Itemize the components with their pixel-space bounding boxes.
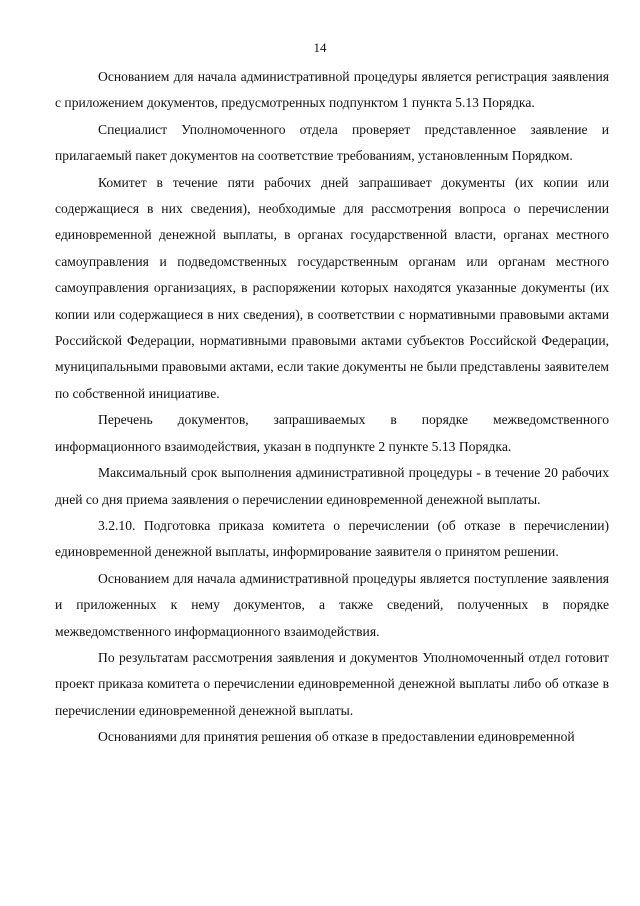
paragraph: Основанием для начала административной процедуры является регистрация заявления с приложением документов, предусмотренных подпунктом 1 пункта 5.13 Порядка. <box>55 69 609 111</box>
section-heading-paragraph: 3.2.10. Подготовка приказа комитета о перечислении (об отказе в перечислении) единовременной денежной выплаты, информирование заявителя о принятом решении. <box>55 517 609 560</box>
paragraph: Основанием для начала административной процедуры является поступление заявления и приложенных к нему документов, а также сведений, полученных в порядке межведомственного информационного взаимодействия. <box>55 570 609 639</box>
paragraph: Специалист Уполномоченного отдела проверяет представленное заявление и прилагаемый пакет документов на соответствие требованиям, установленным Порядком. <box>55 121 609 164</box>
paragraph-partial: Основаниями для принятия решения об отказе в предоставлении единовременной <box>98 729 575 745</box>
page-number: 14 <box>313 40 327 55</box>
paragraph: Перечень документов, запрашиваемых в порядке межведомственного информационного взаимодействия, указан в подпункте 2 пункте 5.13 Порядка. <box>55 412 609 454</box>
document-body <box>55 64 609 751</box>
paragraph: Комитет в течение пяти рабочих дней запрашивает документы (их копии или содержащиеся в них сведения), необходимые для рассмотрения вопроса о перечислении единовременной денежной выплаты, в органах государственной власти, органах местного самоуправления и подведомственных государственным органам или органам местного самоуправления организациях, в распоряжении которых находятся указанные документы (их копии или содержащиеся в них сведения), в соответствии с нормативными правовыми актами Российской Федерации, нормативными правовыми актами субъектов Российской Федерации, муниципальными правовыми актами, если такие документы не были представлены заявителем по собственной инициативе. <box>55 174 609 401</box>
paragraph: По результатам рассмотрения заявления и документов Уполномоченный отдел готовит проект приказа комитета о перечислении единовременной денежной выплаты либо об отказе в перечислении единовременной денежной выплаты. <box>55 649 609 718</box>
paragraph: Максимальный срок выполнения административной процедуры - в течение 20 рабочих дней со дня приема заявления о перечислении единовременной денежной выплаты. <box>55 465 609 507</box>
